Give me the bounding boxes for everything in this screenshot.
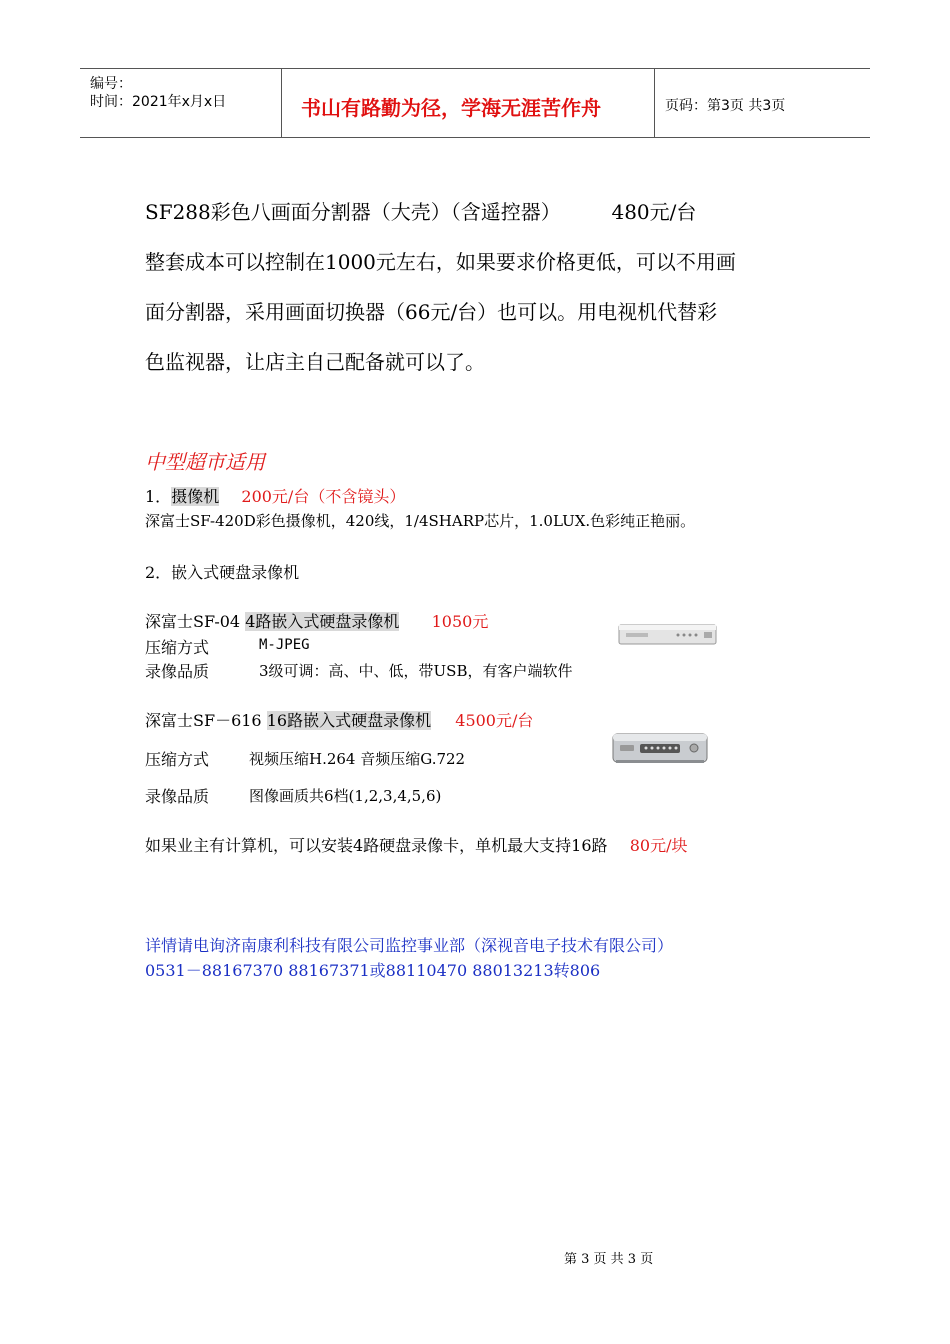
- contact-phone: 0531－88167370 88167371或88110470 88013213转806: [145, 961, 601, 980]
- dvr2-title: [145, 708, 533, 731]
- dvr2-quality-label: 录像品质: [145, 787, 210, 806]
- page-footer: 第 3 页 共 3 页: [564, 1252, 654, 1267]
- section-title: 中型超市适用: [145, 450, 265, 474]
- card-price: 80元/块: [629, 836, 688, 855]
- item1-heading: [145, 484, 405, 507]
- item1-price: 200元/台（不含镜头）: [241, 487, 406, 506]
- dvr2-compress-label: 压缩方式: [145, 750, 210, 769]
- item1-name: 摄像机: [171, 487, 220, 506]
- dvr1-quality-label: 录像品质: [145, 662, 210, 681]
- dvr1-device-image: [618, 620, 718, 648]
- item1-number: 1．: [145, 487, 172, 506]
- cost-paragraph-line: 面分割器，采用画面切换器（66元/台）也可以。用电视机代替彩: [145, 300, 718, 324]
- dvr1-compress-label: 压缩方式: [145, 638, 210, 657]
- dvr1-quality-value: 3级可调：高、中、低，带USB，有客户端软件: [259, 662, 573, 680]
- dvr1-title: [145, 609, 488, 632]
- dvr1-model: 深富士SF-04: [145, 612, 241, 631]
- header-divider: [654, 69, 655, 137]
- dvr1-price: 1050元: [431, 612, 489, 631]
- time-label: 时间：2021年x月x日: [90, 94, 227, 110]
- dvr2-price: 4500元/台: [455, 711, 534, 730]
- card-text: 如果业主有计算机，可以安装4路硬盘录像卡，单机最大支持16路: [145, 836, 608, 855]
- dvr2-model: 深富士SF－616: [145, 711, 262, 730]
- dvr1-name: 4路嵌入式硬盘录像机: [245, 612, 400, 631]
- item1-desc: 深富士SF-420D彩色摄像机，420线，1/4SHARP芯片，1.0LUX.色彩纯正艳丽。: [145, 512, 696, 530]
- sf288-desc: SF288彩色八画面分割器（大壳）（含遥控器）: [145, 200, 561, 224]
- page-header: [80, 68, 870, 138]
- cost-paragraph-line: 色监视器，让店主自己配备就可以了。: [145, 350, 485, 374]
- dvr2-device-image: [612, 730, 708, 766]
- dvr2-compress-value: 视频压缩H.264 音频压缩G.722: [249, 750, 466, 768]
- sf288-price: 480元/台: [611, 200, 697, 224]
- sf288-line: [145, 196, 696, 225]
- dvr2-quality-value: 图像画质共6档(1,2,3,4,5,6): [249, 787, 442, 805]
- header-motto: 书山有路勤为径，学海无涯苦作舟: [301, 96, 601, 120]
- header-divider: [281, 69, 282, 137]
- contact-line: 详情请电询济南康利科技有限公司监控事业部（深视音电子技术有限公司）: [145, 936, 674, 955]
- card-line: [145, 833, 688, 856]
- page-info: 页码：第3页 共3页: [665, 98, 786, 114]
- cost-paragraph-line: 整套成本可以控制在1000元左右，如果要求价格更低，可以不用画: [145, 250, 736, 274]
- dvr2-name: 16路嵌入式硬盘录像机: [266, 711, 432, 730]
- item2-heading: 2．嵌入式硬盘录像机: [145, 563, 300, 582]
- code-label: 编号：: [90, 76, 132, 92]
- dvr1-compress-value: M-JPEG: [259, 637, 310, 653]
